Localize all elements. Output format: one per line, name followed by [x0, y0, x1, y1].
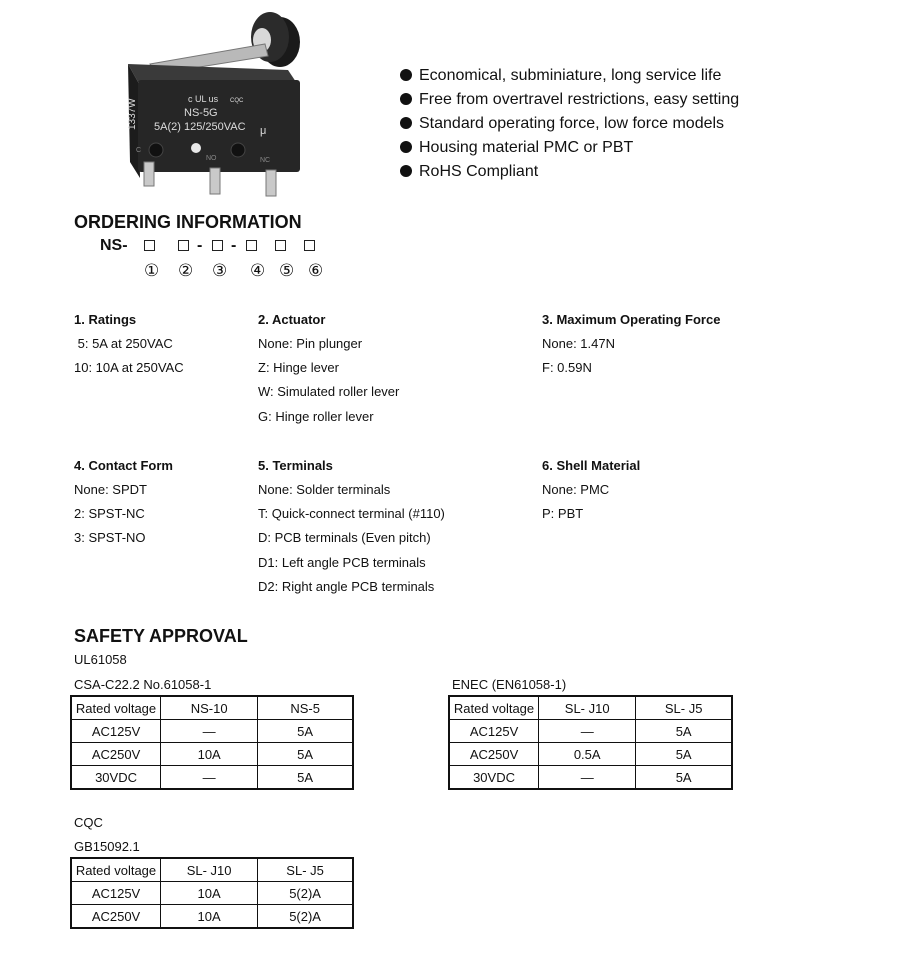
option-title-operating-force: 3. Maximum Operating Force [542, 312, 721, 327]
ul-label: UL61058 [74, 652, 127, 667]
ordering-slot-1 [144, 240, 155, 251]
option-item: 5: 5A at 250VAC [74, 336, 173, 351]
option-item: 3: SPST-NO [74, 530, 146, 545]
table-header-cell: Rated voltage [71, 696, 161, 720]
mounting-hole-right [231, 143, 245, 157]
ordering-slot-5 [275, 240, 286, 251]
option-title-terminals: 5. Terminals [258, 458, 333, 473]
feature-item: Standard operating force, low force models [400, 112, 724, 136]
table-cell: 30VDC [71, 766, 161, 790]
table-header-row [449, 696, 732, 720]
gb-label: GB15092.1 [74, 839, 140, 854]
ordering-title: ORDERING INFORMATION [74, 212, 302, 232]
marking-rating: 5A(2) 125/250VAC [154, 121, 246, 133]
table-row [71, 720, 353, 743]
terminal-c [144, 162, 154, 186]
option-item: None: 1.47N [542, 336, 615, 351]
cqc-label: CQC [74, 815, 103, 830]
option-title-contact-form: 4. Contact Form [74, 458, 173, 473]
feature-item: RoHS Compliant [400, 160, 538, 184]
ul-rating-table [70, 695, 354, 790]
table-cell: — [539, 720, 636, 743]
feature-item: Housing material PMC or PBT [400, 136, 633, 160]
marking-cert-ul: c UL us [188, 94, 219, 104]
table-row [71, 743, 353, 766]
bullet-icon [400, 165, 412, 177]
ordering-dash: - [231, 237, 237, 254]
table-row [71, 905, 353, 929]
marking-cert-cqc: CQC [230, 98, 244, 104]
table-cell: 10A [161, 882, 258, 905]
option-item: D1: Left angle PCB terminals [258, 555, 426, 570]
option-item: None: PMC [542, 482, 610, 497]
option-item: 2: SPST-NC [74, 506, 145, 521]
terminal-nc [266, 170, 276, 196]
ordering-prefix: NS- [100, 237, 128, 254]
option-item: P: PBT [542, 506, 584, 521]
cqc-rating-table [70, 857, 354, 929]
table-cell: 5A [636, 766, 732, 790]
ordering-number: ④ [250, 261, 266, 280]
bullet-icon [400, 93, 412, 105]
option-item: None: Pin plunger [258, 336, 363, 351]
option-title-actuator: 2. Actuator [258, 312, 326, 327]
table-row [449, 720, 732, 743]
table-cell: 5A [258, 720, 353, 743]
enec-rating-table [448, 695, 733, 790]
option-item: None: Solder terminals [258, 482, 391, 497]
mounting-hole-left [149, 143, 163, 157]
table-row [449, 766, 732, 790]
option-item: T: Quick-connect terminal (#110) [258, 506, 445, 521]
option-title-ratings: 1. Ratings [74, 312, 137, 327]
table-row [71, 882, 353, 905]
table-header-cell: SL- J10 [539, 696, 636, 720]
ordering-slot-2 [178, 240, 189, 251]
table-header-row [71, 696, 353, 720]
ordering-dash: - [197, 237, 203, 254]
ordering-slot-6 [304, 240, 315, 251]
table-cell: 5A [636, 720, 732, 743]
option-item: Z: Hinge lever [258, 360, 339, 375]
marking-mu: μ [260, 125, 267, 137]
marking-model: NS-5G [184, 107, 218, 119]
table-cell: 5A [636, 743, 732, 766]
option-item: F: 0.59N [542, 360, 592, 375]
terminal-label-c: C [136, 147, 142, 154]
ordering-number: ⑥ [308, 261, 324, 280]
table-cell: — [161, 720, 258, 743]
table-header-cell: Rated voltage [449, 696, 539, 720]
option-item: W: Simulated roller lever [258, 384, 400, 399]
table-cell: 5(2)A [258, 882, 353, 905]
table-header-cell: SL- J5 [258, 858, 353, 882]
table-cell: 5(2)A [258, 905, 353, 929]
table-header-cell: SL- J10 [161, 858, 258, 882]
ordering-slot-4 [246, 240, 257, 251]
csa-label: CSA-C22.2 No.61058-1 [74, 677, 212, 692]
table-row [71, 766, 353, 790]
feature-item: Free from overtravel restrictions, easy setting [400, 88, 739, 112]
option-item: 10: 10A at 250VAC [74, 360, 184, 375]
ordering-number: ⑤ [279, 261, 295, 280]
table-cell: AC125V [71, 720, 161, 743]
bullet-icon [400, 141, 412, 153]
table-header-cell: NS-10 [161, 696, 258, 720]
table-cell: AC250V [449, 743, 539, 766]
table-cell: 5A [258, 766, 353, 790]
table-header-cell: SL- J5 [636, 696, 732, 720]
table-cell: — [539, 766, 636, 790]
option-item: D: PCB terminals (Even pitch) [258, 530, 431, 545]
ordering-slot-3 [212, 240, 223, 251]
table-cell: 10A [161, 905, 258, 929]
terminal-label-no: NO [206, 155, 217, 162]
table-cell: AC125V [71, 882, 161, 905]
microswitch-image [110, 2, 310, 202]
table-cell: 0.5A [539, 743, 636, 766]
terminal-label-nc: NC [260, 157, 271, 164]
enec-label: ENEC (EN61058-1) [452, 677, 567, 692]
feature-item: Economical, subminiature, long service life [400, 64, 721, 88]
option-item: G: Hinge roller lever [258, 409, 374, 424]
table-row [449, 743, 732, 766]
option-item: D2: Right angle PCB terminals [258, 579, 435, 594]
ordering-number: ① [144, 261, 160, 280]
option-item: None: SPDT [74, 482, 147, 497]
indicator-dot [191, 143, 201, 153]
safety-title: SAFETY APPROVAL [74, 626, 248, 646]
marking-side: 1337W [127, 98, 138, 130]
table-cell: AC250V [71, 905, 161, 929]
ordering-number: ② [178, 261, 194, 280]
terminal-no [210, 168, 220, 194]
option-title-shell-material: 6. Shell Material [542, 458, 641, 473]
bullet-icon [400, 69, 412, 81]
table-cell: AC125V [449, 720, 539, 743]
ordering-number: ③ [212, 261, 228, 280]
table-header-cell: Rated voltage [71, 858, 161, 882]
table-cell: 5A [258, 743, 353, 766]
bullet-icon [400, 117, 412, 129]
table-header-cell: NS-5 [258, 696, 353, 720]
table-cell: — [161, 766, 258, 790]
table-header-row [71, 858, 353, 882]
table-cell: 30VDC [449, 766, 539, 790]
table-cell: 10A [161, 743, 258, 766]
table-cell: AC250V [71, 743, 161, 766]
